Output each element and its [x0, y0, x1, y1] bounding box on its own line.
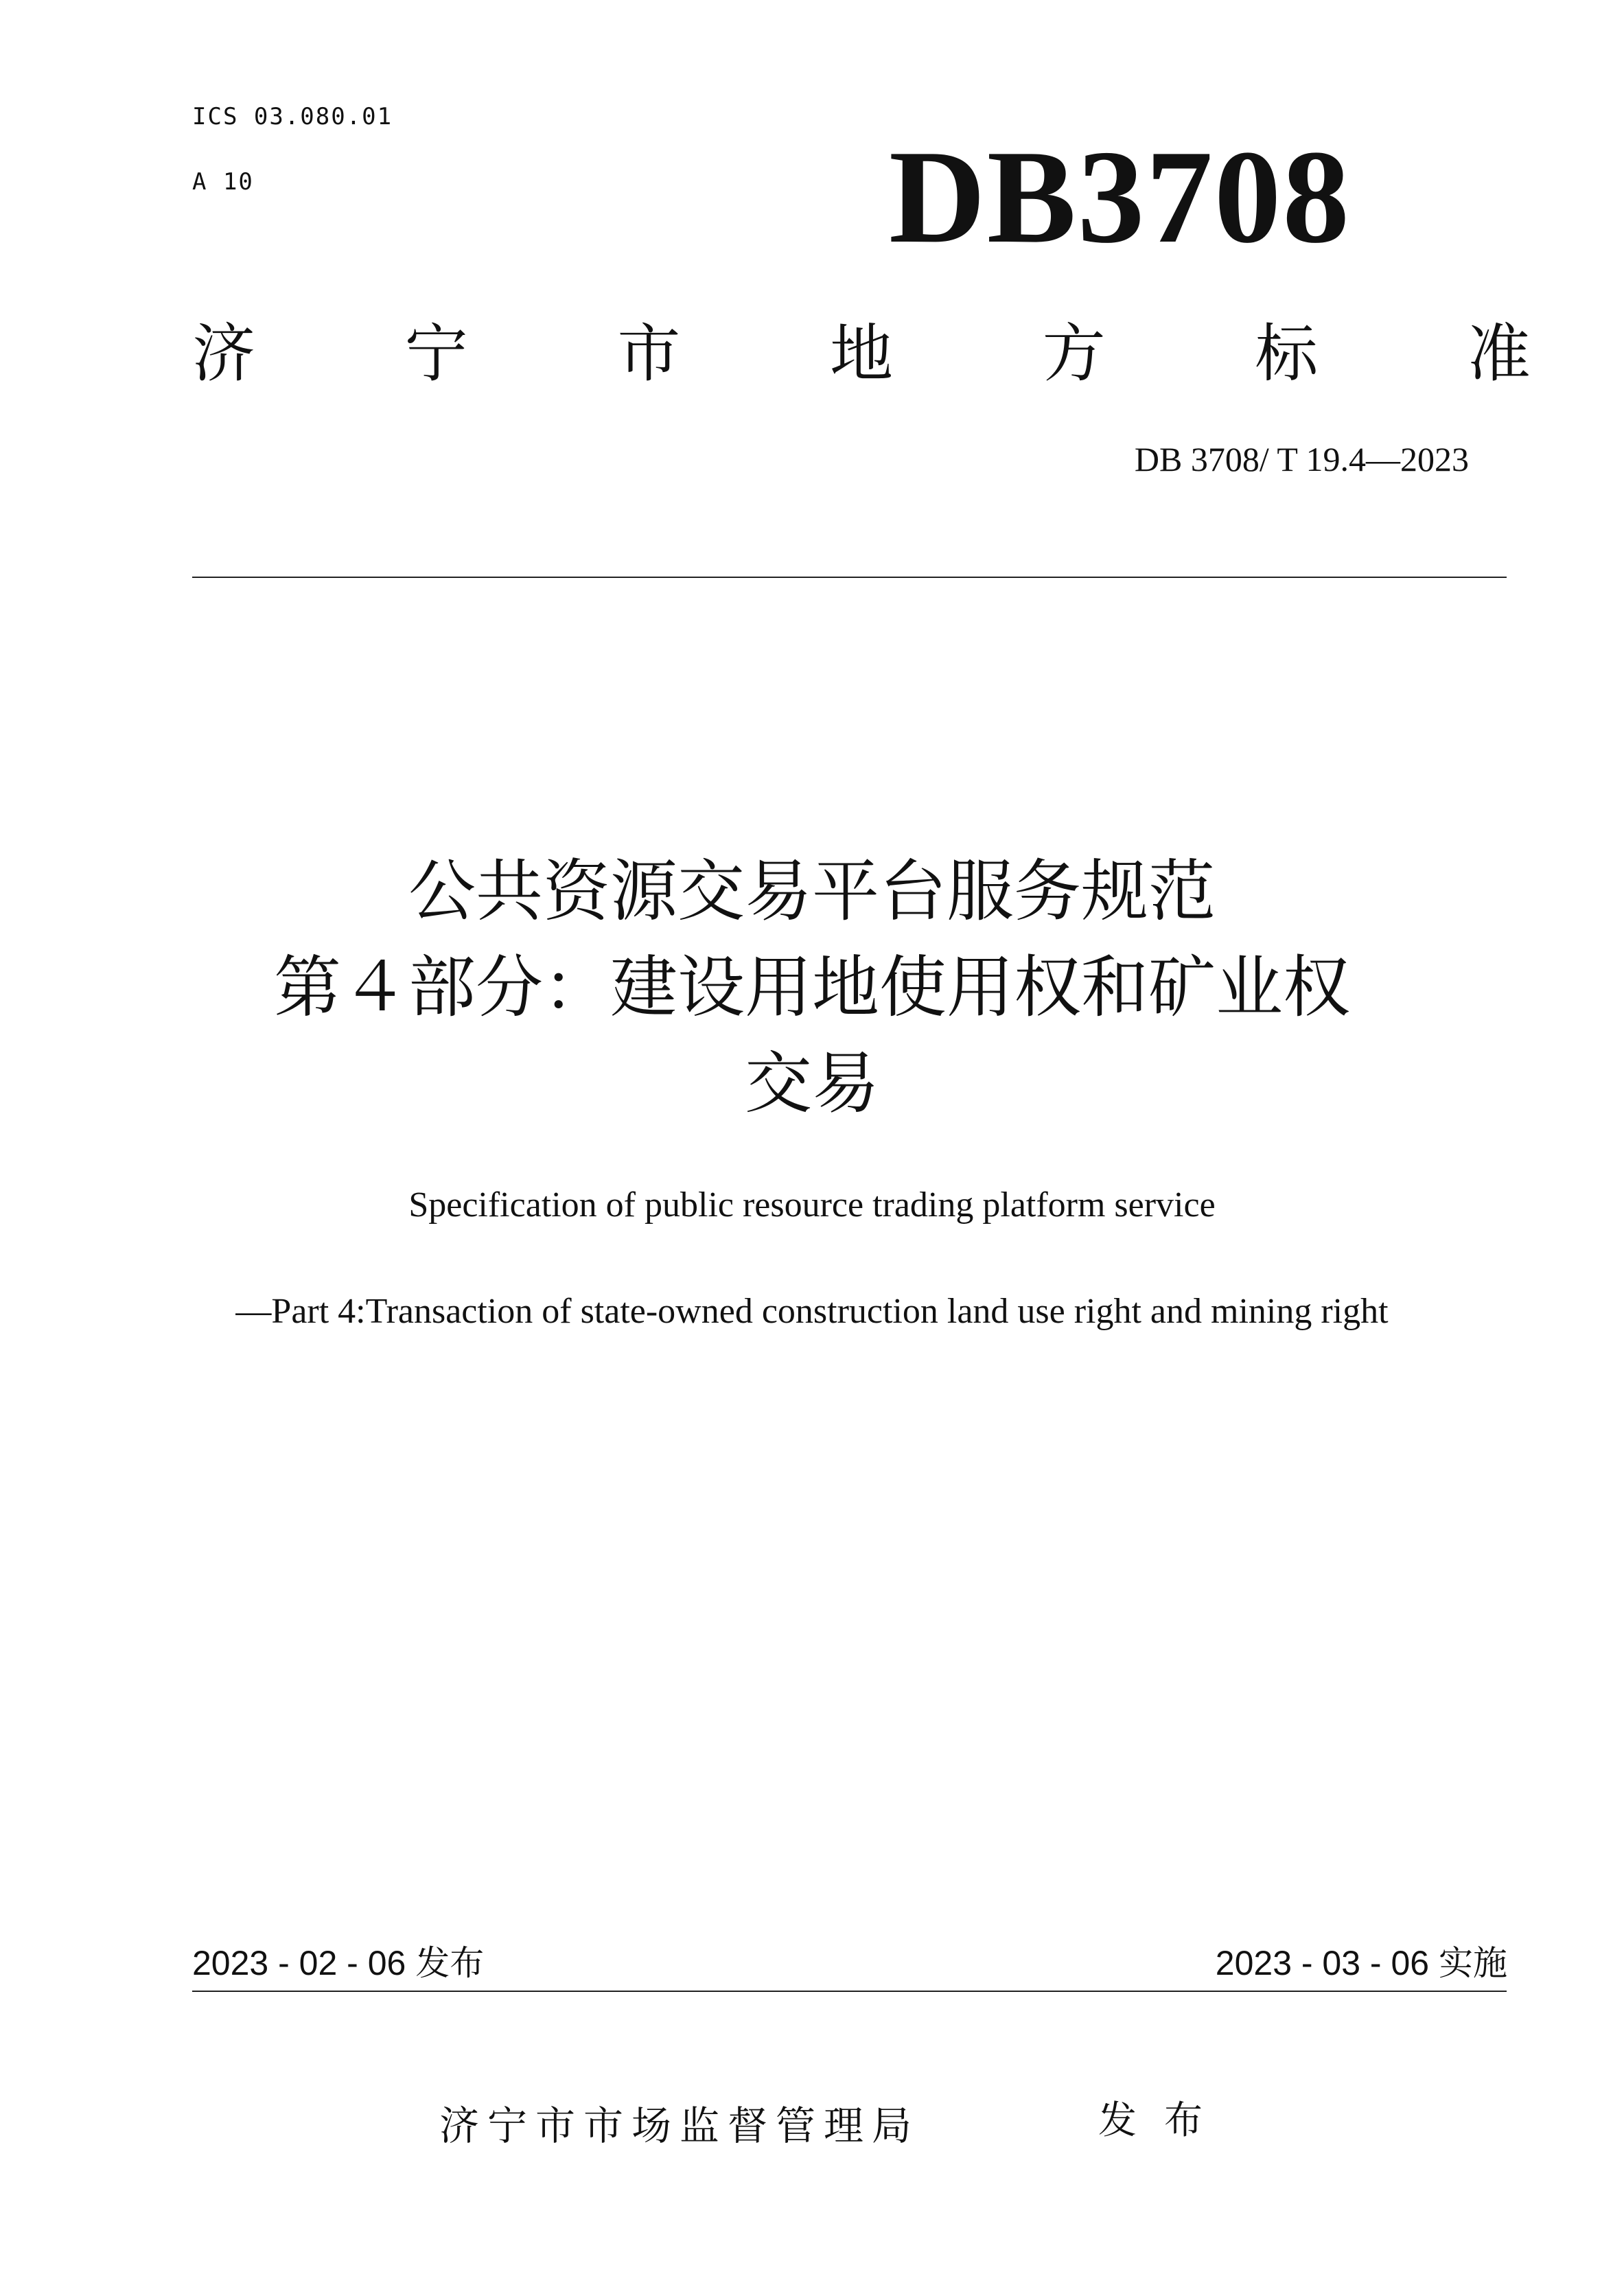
- top-divider: [192, 577, 1507, 578]
- standard-type-char: 准: [1467, 317, 1531, 391]
- title-cn-line-1: 公共资源交易平台服务规范: [408, 853, 1216, 931]
- ics-code: ICS 03.080.01: [192, 103, 393, 130]
- standard-type-heading: [192, 317, 1531, 391]
- standard-number: DB 3708/ T 19.4—2023: [1134, 440, 1469, 478]
- issue-date: 2023 - 02 - 06 发布: [192, 1944, 485, 1982]
- standard-type-char: 市: [617, 317, 681, 391]
- implementation-date: 2023 - 03 - 06 实施: [1215, 1944, 1507, 1982]
- title-en-line-1: Specification of public resource trading platform service: [408, 1185, 1216, 1225]
- standard-code-logo: DB3708: [889, 123, 1351, 271]
- standard-type-char: 方: [1042, 317, 1106, 391]
- standard-type-char: 宁: [404, 317, 468, 391]
- standard-type-char: 济: [192, 317, 256, 391]
- ccs-code: A 10: [192, 168, 254, 196]
- standard-type-char: 标: [1255, 317, 1319, 391]
- title-cn-line-3: 交易: [744, 1045, 879, 1123]
- issuer-name: 济宁市市场监督管理局: [439, 2102, 920, 2149]
- title-en-line-2: —Part 4:Transaction of state-owned construction land use right and mining right: [235, 1292, 1389, 1331]
- issuer-action: 发布: [1098, 2098, 1230, 2143]
- bottom-divider: [192, 1991, 1507, 1992]
- title-cn-line-2: 第４部分：建设用地使用权和矿业权: [273, 949, 1350, 1027]
- standard-type-char: 地: [829, 317, 893, 391]
